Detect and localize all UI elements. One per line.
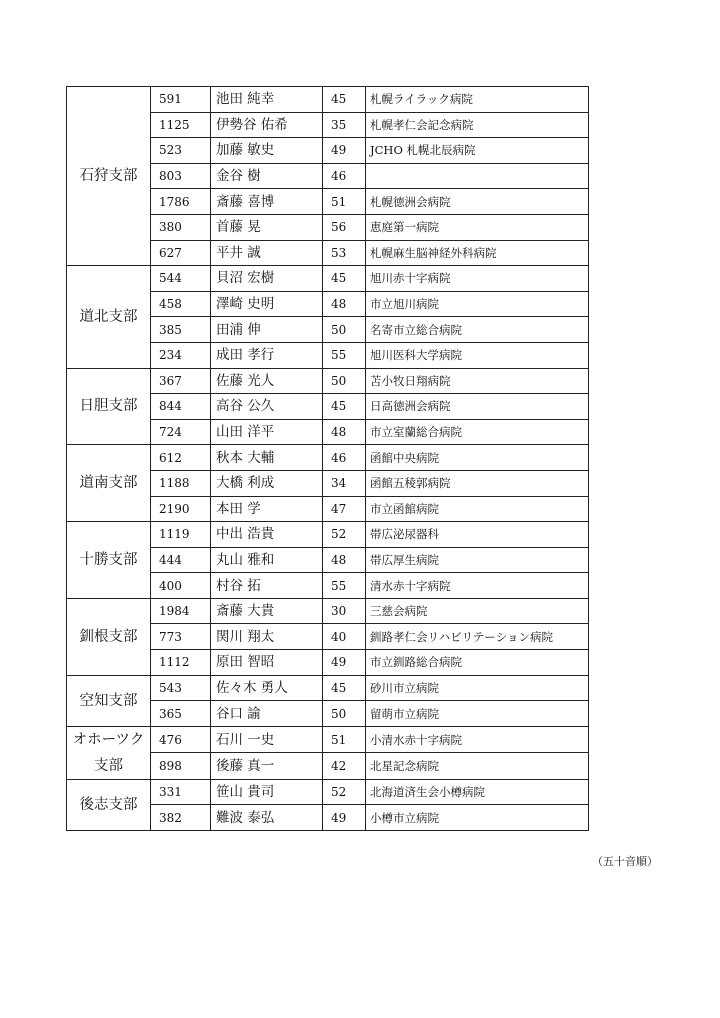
hospital-name: 札幌ライラック病院 xyxy=(366,87,589,113)
member-name: 関川 翔太 xyxy=(211,624,323,650)
member-age: 45 xyxy=(323,675,366,701)
member-name: 斎藤 大貴 xyxy=(211,598,323,624)
hospital-name: JCHO 札幌北辰病院 xyxy=(366,138,589,164)
hospital-name: 旭川赤十字病院 xyxy=(366,266,589,292)
member-age: 48 xyxy=(323,419,366,445)
table-row xyxy=(67,266,589,292)
hospital-name: 函館五稜郭病院 xyxy=(366,470,589,496)
member-age: 34 xyxy=(323,470,366,496)
table-row xyxy=(67,675,589,701)
member-name: 佐々木 勇人 xyxy=(211,675,323,701)
branch-name: 日胆支部 xyxy=(67,368,151,445)
member-name: 谷口 諭 xyxy=(211,701,323,727)
member-age: 48 xyxy=(323,291,366,317)
hospital-name: 札幌孝仁会記念病院 xyxy=(366,112,589,138)
member-roster-table xyxy=(66,86,589,831)
member-number: 543 xyxy=(151,675,211,701)
member-name: 難波 泰弘 xyxy=(211,805,323,831)
member-number: 1984 xyxy=(151,598,211,624)
table-row xyxy=(67,445,589,471)
member-name: 伊勢谷 佑希 xyxy=(211,112,323,138)
member-name: 本田 学 xyxy=(211,496,323,522)
hospital-name: 帯広厚生病院 xyxy=(366,547,589,573)
hospital-name: 日高徳洲会病院 xyxy=(366,394,589,420)
member-name: 高谷 公久 xyxy=(211,394,323,420)
member-age: 52 xyxy=(323,522,366,548)
table-row xyxy=(67,598,589,624)
branch-name: 十勝支部 xyxy=(67,522,151,599)
member-number: 1188 xyxy=(151,470,211,496)
member-name: 石川 一史 xyxy=(211,726,323,753)
hospital-name: 市立函館病院 xyxy=(366,496,589,522)
member-number: 612 xyxy=(151,445,211,471)
member-number: 1786 xyxy=(151,189,211,215)
hospital-name: 恵庭第一病院 xyxy=(366,214,589,240)
hospital-name: 小樽市立病院 xyxy=(366,805,589,831)
member-name: 秋本 大輔 xyxy=(211,445,323,471)
branch-name: 石狩支部 xyxy=(67,87,151,266)
member-name: 佐藤 光人 xyxy=(211,368,323,394)
member-number: 544 xyxy=(151,266,211,292)
hospital-name: 帯広泌尿器科 xyxy=(366,522,589,548)
member-age: 40 xyxy=(323,624,366,650)
hospital-name: 釧路孝仁会リハビリテーション病院 xyxy=(366,624,589,650)
hospital-name: 北星記念病院 xyxy=(366,753,589,780)
branch-name: 釧根支部 xyxy=(67,598,151,675)
member-number: 385 xyxy=(151,317,211,343)
hospital-name: 函館中央病院 xyxy=(366,445,589,471)
branch-name: 道北支部 xyxy=(67,266,151,368)
member-name: 田浦 伸 xyxy=(211,317,323,343)
member-age: 55 xyxy=(323,342,366,368)
member-number: 2190 xyxy=(151,496,211,522)
member-name: 成田 孝行 xyxy=(211,342,323,368)
member-name: 加藤 敏史 xyxy=(211,138,323,164)
member-number: 844 xyxy=(151,394,211,420)
hospital-name: 名寄市立総合病院 xyxy=(366,317,589,343)
member-number: 331 xyxy=(151,779,211,805)
hospital-name: 市立旭川病院 xyxy=(366,291,589,317)
hospital-name: 市立釧路総合病院 xyxy=(366,650,589,676)
member-number: 523 xyxy=(151,138,211,164)
member-number: 1125 xyxy=(151,112,211,138)
member-name: 池田 純幸 xyxy=(211,87,323,113)
hospital-name: 苫小牧日翔病院 xyxy=(366,368,589,394)
member-name: 原田 智昭 xyxy=(211,650,323,676)
member-name: 貝沼 宏樹 xyxy=(211,266,323,292)
member-age: 46 xyxy=(323,163,366,189)
member-number: 627 xyxy=(151,240,211,266)
table-row xyxy=(67,368,589,394)
member-age: 30 xyxy=(323,598,366,624)
member-number: 1119 xyxy=(151,522,211,548)
member-name: 平井 誠 xyxy=(211,240,323,266)
member-name: 大橋 利成 xyxy=(211,470,323,496)
sort-order-note: （五十音順） xyxy=(592,855,658,868)
member-age: 45 xyxy=(323,266,366,292)
branch-name: 後志支部 xyxy=(67,779,151,830)
member-number: 591 xyxy=(151,87,211,113)
roster-body xyxy=(67,87,589,831)
member-name: 中出 浩貴 xyxy=(211,522,323,548)
hospital-name: 札幌徳洲会病院 xyxy=(366,189,589,215)
member-age: 51 xyxy=(323,726,366,753)
member-number: 898 xyxy=(151,753,211,780)
hospital-name: 砂川市立病院 xyxy=(366,675,589,701)
hospital-name: 留萌市立病院 xyxy=(366,701,589,727)
member-age: 52 xyxy=(323,779,366,805)
member-number: 380 xyxy=(151,214,211,240)
member-name: 後藤 真一 xyxy=(211,753,323,780)
member-name: 笹山 貴司 xyxy=(211,779,323,805)
member-number: 773 xyxy=(151,624,211,650)
table-row xyxy=(67,87,589,113)
member-number: 382 xyxy=(151,805,211,831)
member-number: 1112 xyxy=(151,650,211,676)
table-row xyxy=(67,726,589,753)
hospital-name: 清水赤十字病院 xyxy=(366,573,589,599)
member-age: 49 xyxy=(323,805,366,831)
member-name: 金谷 樹 xyxy=(211,163,323,189)
hospital-name: 小清水赤十字病院 xyxy=(366,726,589,753)
member-number: 458 xyxy=(151,291,211,317)
member-number: 803 xyxy=(151,163,211,189)
member-name: 斎藤 喜博 xyxy=(211,189,323,215)
member-age: 45 xyxy=(323,394,366,420)
member-age: 45 xyxy=(323,87,366,113)
hospital-name: 市立室蘭総合病院 xyxy=(366,419,589,445)
member-name: 山田 洋平 xyxy=(211,419,323,445)
member-age: 42 xyxy=(323,753,366,780)
hospital-name: 旭川医科大学病院 xyxy=(366,342,589,368)
member-age: 56 xyxy=(323,214,366,240)
member-age: 48 xyxy=(323,547,366,573)
member-age: 47 xyxy=(323,496,366,522)
member-name: 澤崎 史明 xyxy=(211,291,323,317)
hospital-name: 札幌麻生脳神経外科病院 xyxy=(366,240,589,266)
hospital-name: 北海道済生会小樽病院 xyxy=(366,779,589,805)
branch-name: 道南支部 xyxy=(67,445,151,522)
member-number: 365 xyxy=(151,701,211,727)
member-age: 35 xyxy=(323,112,366,138)
member-number: 476 xyxy=(151,726,211,753)
member-age: 46 xyxy=(323,445,366,471)
member-age: 50 xyxy=(323,368,366,394)
member-age: 51 xyxy=(323,189,366,215)
member-age: 50 xyxy=(323,317,366,343)
table-row xyxy=(67,779,589,805)
branch-name: 空知支部 xyxy=(67,675,151,726)
member-age: 53 xyxy=(323,240,366,266)
member-number: 724 xyxy=(151,419,211,445)
member-name: 丸山 雅和 xyxy=(211,547,323,573)
member-number: 234 xyxy=(151,342,211,368)
member-name: 首藤 晃 xyxy=(211,214,323,240)
member-number: 400 xyxy=(151,573,211,599)
member-name: 村谷 拓 xyxy=(211,573,323,599)
member-age: 49 xyxy=(323,650,366,676)
member-number: 367 xyxy=(151,368,211,394)
branch-name: オホーツク支部 xyxy=(67,726,151,779)
hospital-name xyxy=(366,163,589,189)
table-row xyxy=(67,522,589,548)
member-age: 49 xyxy=(323,138,366,164)
hospital-name: 三慈会病院 xyxy=(366,598,589,624)
member-age: 55 xyxy=(323,573,366,599)
member-number: 444 xyxy=(151,547,211,573)
member-age: 50 xyxy=(323,701,366,727)
